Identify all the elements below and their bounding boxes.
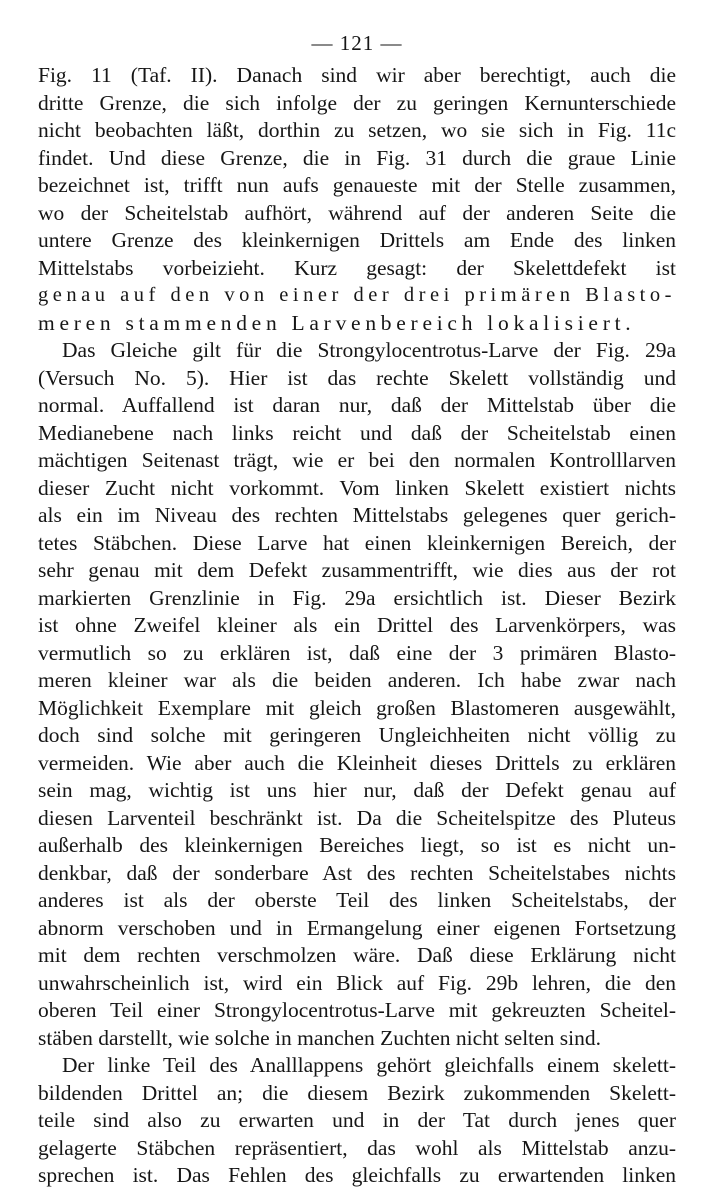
text-line: abnorm verschoben und in Ermangelung einer eigenen Fortsetzung	[38, 915, 676, 940]
text-line: Möglichkeit Exemplare mit gleich großen Blastomeren ausgewählt,	[38, 695, 676, 720]
text-line: Fig. 11 (Taf. II). Danach sind wir aber berechtigt, auch die	[38, 63, 676, 87]
text-line: vermutlich so zu erklären ist, daß eine der 3 primären Blasto-	[38, 640, 676, 665]
document-page	[38, 28, 676, 1190]
text-line: denkbar, daß der sonderbare Ast des rechten Scheitelstabes nichts	[38, 860, 676, 885]
text-line: als ein im Niveau des rechten Mittelstabs gelegenes quer gerich-	[38, 503, 676, 527]
text-line: untere Grenze des kleinkernigen Drittels am Ende des linken	[38, 228, 676, 252]
page-number: — 121 —	[311, 31, 403, 55]
text-line: meren kleiner war als die beiden anderen. Ich habe zwar nach	[38, 668, 676, 692]
text-line: dritte Grenze, die sich infolge der zu geringen Kernunterschiede	[38, 90, 676, 115]
text-line: ist ohne Zweifel kleiner als ein Drittel des Larvenkörpers, was	[38, 613, 676, 637]
text-line: Medianebene nach links reicht und daß der Scheitelstab einen	[38, 420, 676, 445]
text-line: sein mag, wichtig ist uns hier nur, daß der Defekt genau auf	[38, 778, 676, 802]
text-line: genau auf den von einer der drei primären Blasto-	[38, 284, 676, 306]
text-line: mächtigen Seitenast trägt, wie er bei den normalen Kontrolllarven	[38, 448, 676, 472]
text-line: stäben darstellt, wie solche in manchen Zuchten nicht selten sind.	[38, 1025, 602, 1050]
text-line: markierten Grenzlinie in Fig. 29a ersichtlich ist. Dieser Bezirk	[38, 585, 676, 610]
text-line: diesen Larventeil beschränkt ist. Da die Scheitelspitze des Pluteus	[38, 805, 676, 830]
text-line: gelagerte Stäbchen repräsentiert, das wohl als Mittelstab anzu-	[38, 1135, 676, 1160]
text-line: Das Gleiche gilt für die Strongylocentrotus-Larve der Fig. 29a	[62, 338, 676, 362]
text-line: mit dem rechten verschmolzen wäre. Daß diese Erklärung nicht	[38, 943, 676, 967]
text-line: bezeichnet ist, trifft nun aufs genaueste mit der Stelle zusammen,	[38, 173, 676, 197]
text-line: sprechen ist. Das Fehlen des gleichfalls zu erwartenden linken	[38, 1163, 676, 1187]
text-line: anderes ist als der oberste Teil des linken Scheitelstabs, der	[38, 888, 676, 912]
text-line: außerhalb des kleinkernigen Bereiches liegt, so ist es nicht un-	[38, 833, 676, 857]
text-line: bildenden Drittel an; die diesem Bezirk zukommenden Skelett-	[38, 1080, 676, 1105]
body-text	[38, 62, 676, 1190]
text-line: teile sind also zu erwarten und in der Tat durch jenes quer	[38, 1108, 676, 1132]
text-line: dieser Zucht nicht vorkommt. Vom linken Skelett existiert nichts	[38, 475, 676, 500]
text-line: unwahrscheinlich ist, wird ein Blick auf Fig. 29b lehren, die den	[38, 970, 676, 995]
text-line: sehr genau mit dem Defekt zusammentrifft, wie dies aus der rot	[38, 558, 676, 582]
text-line: findet. Und diese Grenze, die in Fig. 31 durch die graue Linie	[38, 145, 676, 170]
text-line: meren stammenden Larvenbereich lokalisiert.	[38, 310, 636, 335]
text-line: vermeiden. Wie aber auch die Kleinheit dieses Drittels zu erklären	[38, 750, 676, 775]
text-line: tetes Stäbchen. Diese Larve hat einen kleinkernigen Bereich, der	[38, 530, 676, 555]
text-line: doch sind solche mit geringeren Ungleichheiten nicht völlig zu	[38, 723, 676, 747]
text-line: oberen Teil einer Strongylocentrotus-Larve mit gekreuzten Scheitel-	[38, 998, 676, 1022]
text-line: nicht beobachten läßt, dorthin zu setzen, wo sie sich in Fig. 11c	[38, 118, 676, 142]
text-line: normal. Auffallend ist daran nur, daß der Mittelstab über die	[38, 393, 676, 417]
text-line: Der linke Teil des Analllappens gehört gleichfalls einem skelett-	[62, 1053, 676, 1077]
text-line: Mittelstabs vorbeizieht. Kurz gesagt: der Skelettdefekt ist	[38, 255, 676, 280]
text-line: (Versuch No. 5). Hier ist das rechte Skelett vollständig und	[38, 365, 676, 390]
text-line: wo der Scheitelstab aufhört, während auf der anderen Seite die	[38, 200, 676, 225]
